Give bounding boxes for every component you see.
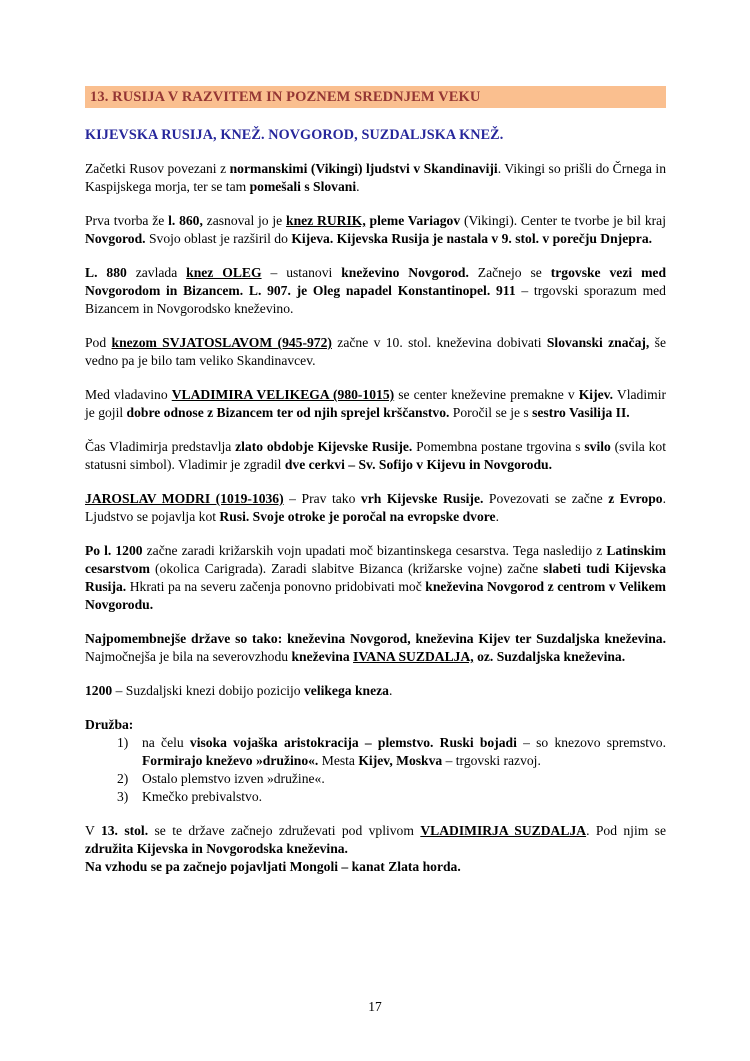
paragraph — [85, 438, 666, 474]
text-run: l. 860, — [168, 213, 203, 228]
section-heading: KIJEVSKA RUSIJA, KNEŽ. NOVGOROD, SUZDALJSKA KNEŽ. — [85, 127, 504, 143]
text-run: Čas Vladimirja predstavlja — [85, 439, 236, 454]
numbered-list — [85, 734, 666, 806]
paragraph — [85, 386, 666, 422]
text-run: Po l. 1200 — [85, 543, 143, 558]
text-run: Latinskim cesarstvom — [85, 543, 667, 576]
text-run: združita Kijevska in Novgorodska kneževina. — [85, 841, 348, 856]
text-run: začne v 10. stol. kneževina dobivati — [331, 335, 547, 350]
text-run: na čelu — [142, 735, 190, 750]
text-run: dve cerkvi – Sv. Sofijo v Kijevu in Novgorodu. — [284, 457, 552, 472]
text-run: kneževina — [291, 649, 354, 664]
text-run: Med vladavino — [85, 387, 172, 402]
text-run: oz. Suzdaljska kneževina. — [473, 649, 626, 664]
text-run: pleme Variagov — [365, 213, 461, 228]
text-run: Svojo oblast je razširil do — [145, 231, 292, 246]
text-run: Najmočnejša je bila na severovzhodu — [85, 649, 292, 664]
text-run: . Pod njim se — [586, 823, 666, 838]
paragraph — [85, 822, 666, 876]
document-paragraphs — [85, 160, 666, 876]
text-run: Mesta — [318, 753, 359, 768]
text-run: Kijev. — [578, 387, 614, 402]
list-item — [117, 734, 666, 770]
text-run: Slovanski značaj, — [546, 335, 650, 350]
text-run: kneževina Novgorod z centrom v Velikem Novgorodu. — [85, 579, 667, 612]
text-run: . — [356, 179, 360, 194]
text-run: zavlada — [126, 265, 187, 280]
text-run: Družba: — [85, 717, 134, 732]
text-run: – trgovski sporazum med Bizancem in Novgorodsko kneževino. — [85, 283, 666, 316]
text-run: slabeti tudi Kijevska Rusija. — [85, 561, 666, 594]
text-run: V — [85, 823, 101, 838]
text-run: se center kneževine premakne v — [394, 387, 579, 402]
text-run: svilo — [584, 439, 611, 454]
text-run: Začetki Rusov povezani z — [85, 161, 230, 176]
text-run: – so knezovo spremstvo. — [516, 735, 667, 750]
text-run: Hkrati pa na severu začenja ponovno pridobivati moč — [126, 579, 426, 594]
text-run: zlato obdobje Kijevske Rusije. — [235, 439, 413, 454]
paragraph — [85, 212, 666, 248]
paragraph — [85, 542, 666, 614]
text-run: Kmečko prebivalstvo. — [142, 789, 263, 804]
list-marker: 2) — [117, 771, 129, 786]
paragraph — [85, 490, 666, 526]
page-number: 17 — [368, 999, 382, 1014]
list-item-text — [142, 770, 666, 788]
text-run: (Vikingi). Center te tvorbe je bil kraj — [460, 213, 666, 228]
text-run: . Vikingi so prišli do Črnega in Kaspijskega morja, ter se tam — [85, 161, 667, 194]
paragraph — [85, 264, 666, 318]
text-run: VLADIMIRJA SUZDALJA — [420, 823, 587, 838]
paragraph — [85, 160, 666, 196]
paragraph — [85, 682, 666, 700]
text-run: – Prav tako — [283, 491, 361, 506]
text-run: JAROSLAV MODRI (1019-1036) — [85, 491, 284, 506]
text-run: Povezovati se začne — [483, 491, 609, 506]
chapter-title: 13. RUSIJA V RAZVITEM IN POZNEM SREDNJEM VEKU — [85, 86, 666, 108]
text-run: . — [388, 683, 393, 698]
text-run: Ostalo plemstvo izven »družine«. — [142, 771, 325, 786]
text-run: (svila kot statusni simbol). Vladimir je zgradil — [85, 439, 666, 472]
text-run: velikega kneza — [303, 683, 389, 698]
text-run: VLADIMIRA VELIKEGA (980-1015) — [171, 387, 395, 402]
text-run: pomešali s Slovani — [249, 179, 357, 194]
text-run: knez OLEG — [186, 265, 262, 280]
text-run: Pomembna postane trgovina s — [412, 439, 585, 454]
text-run: Vladimir je gojil — [85, 387, 667, 420]
document-content — [85, 86, 666, 876]
text-run: visoka vojaška aristokracija – plemstvo. Ruski bojadi — [189, 735, 517, 750]
text-run: Začnejo se — [468, 265, 551, 280]
text-run: IVANA SUZDALJA, — [353, 649, 474, 664]
text-run: . Ljudstvo se pojavlja kot — [85, 491, 666, 524]
text-run: (okolica Carigrada). Zaradi slabitve Bizanca (križarske vojne) začne — [149, 561, 544, 576]
text-run: Novgorod. — [85, 231, 146, 246]
list-item — [117, 788, 666, 806]
text-run: sestro Vasilija II. — [532, 405, 630, 420]
text-run: knezom SVJATOSLAVOM (945-972) — [111, 335, 332, 350]
text-run: normanskimi (Vikingi) ljudstvi v Skandinaviji — [229, 161, 498, 176]
text-run: Kijev, Moskva — [358, 753, 443, 768]
text-run: 13. stol. — [100, 823, 149, 838]
list-item-text — [142, 788, 666, 806]
text-run: – Suzdaljski knezi dobijo pozicijo — [112, 683, 304, 698]
paragraph — [85, 630, 666, 666]
text-run: Najpomembnejše države so tako: kneževina Novgorod, kneževina Kijev ter Suzdaljska kneževina. — [85, 631, 666, 646]
text-run: 1200 — [85, 683, 113, 698]
text-run: trgovske vezi med Novgorodom in Bizancem. L. 907. je Oleg napadel Konstantinopel. 911 — [85, 265, 666, 298]
text-run: Poročil se je s — [449, 405, 533, 420]
text-run: dobre odnose z Bizancem ter od njih sprejel krščanstvo. — [126, 405, 450, 420]
list-item — [117, 770, 666, 788]
text-run: L. 880 — [85, 265, 127, 280]
text-run: Formirajo kneževo »družino«. — [142, 753, 319, 768]
text-run: Na vzhodu se pa začnejo pojavljati Mongoli – kanat Zlata horda. — [85, 859, 461, 874]
text-run: se te države začnejo združevati pod vplivom — [148, 823, 421, 838]
paragraph — [85, 334, 666, 370]
text-run: knez RURIK, — [286, 213, 366, 228]
list-marker: 3) — [117, 789, 129, 804]
list-item-text — [142, 734, 666, 770]
text-run: Rusi. Svoje otroke je poročal na evropske dvore — [219, 509, 496, 524]
text-run: vrh Kijevske Rusije. — [360, 491, 484, 506]
text-run: še vedno pa je bilo tam veliko Skandinavcev. — [85, 335, 666, 368]
text-run: – trgovski razvoj. — [442, 753, 541, 768]
text-run: začne zaradi križarskih vojn upadati moč bizantinskega cesarstva. Tega nasledijo z — [142, 543, 607, 558]
text-run: . — [495, 509, 499, 524]
text-run: Prva tvorba že — [85, 213, 169, 228]
text-run: Pod — [85, 335, 112, 350]
text-run: z Evropo — [608, 491, 663, 506]
text-run: kneževino Novgorod. — [341, 265, 469, 280]
list-marker: 1) — [117, 735, 129, 750]
paragraph — [85, 716, 666, 734]
text-run: zasnoval jo je — [202, 213, 287, 228]
text-run: Kijeva. Kijevska Rusija je nastala v 9. stol. v porečju Dnjepra. — [291, 231, 653, 246]
text-run: – ustanovi — [261, 265, 342, 280]
